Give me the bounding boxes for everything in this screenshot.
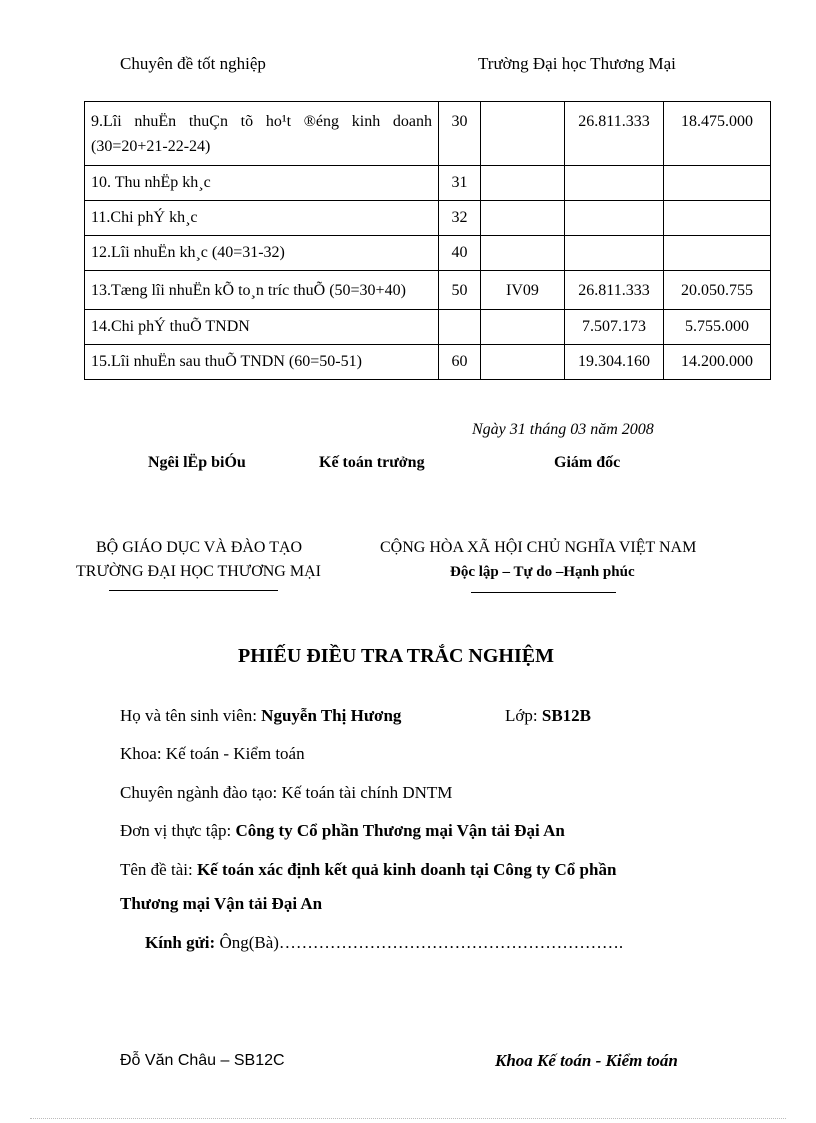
row-current-period: [565, 236, 664, 271]
row-previous-period: [664, 236, 771, 271]
form-title: PHIẾU ĐIỀU TRA TRẮC NGHIỆM: [238, 645, 554, 667]
table-row: [85, 310, 771, 345]
row-current-period: [565, 166, 664, 201]
student-name-label: Họ và tên sinh viên:: [120, 706, 257, 725]
republic-name: CỘNG HÒA XÃ HỘI CHỦ NGHĨA VIỆT NAM: [380, 539, 697, 556]
internship-unit-value: Công ty Cổ phần Thương mại Vận tải Đại An: [235, 821, 565, 840]
row-note: [481, 236, 565, 271]
row-description: 11.Chi phÝ kh¸c: [85, 201, 439, 236]
footer-faculty: Khoa Kế toán - Kiểm toán: [495, 1051, 678, 1070]
preparer-label: Ngêi lËp biÓu: [148, 454, 246, 471]
student-name-value: Nguyễn Thị Hương: [261, 706, 402, 725]
row-current-period: 26.811.333: [565, 271, 664, 310]
greeting-value: Ông(Bà)…………………………………………………….: [219, 933, 624, 952]
row-code: 50: [439, 271, 481, 310]
topic-label: Tên đề tài:: [120, 860, 193, 879]
university-underline: [109, 590, 278, 591]
row-code: 31: [439, 166, 481, 201]
ministry-name: BỘ GIÁO DỤC VÀ ĐÀO TẠO: [96, 539, 303, 556]
row-code: 60: [439, 345, 481, 380]
topic-row: [120, 860, 616, 880]
row-previous-period: [664, 166, 771, 201]
national-motto: Độc lập – Tự do –Hạnh phúc: [450, 564, 635, 580]
row-note: [481, 102, 565, 166]
table-row: [85, 166, 771, 201]
income-statement-table: [84, 101, 771, 380]
motto-underline: [471, 592, 616, 593]
table-row: [85, 345, 771, 380]
row-current-period: 7.507.173: [565, 310, 664, 345]
header-right-title: Trường Đại học Thương Mại: [478, 54, 676, 73]
row-current-period: [565, 201, 664, 236]
class-value: SB12B: [541, 706, 591, 725]
row-note: [481, 201, 565, 236]
row-description: 12.Lîi nhuËn kh¸c (40=31-32): [85, 236, 439, 271]
row-code: 30: [439, 102, 481, 166]
topic-line-1: Kế toán xác định kết quả kinh doanh tại Công ty Cổ phần: [196, 860, 617, 879]
class-row: [505, 706, 591, 726]
faculty-line: Khoa: Kế toán - Kiểm toán: [120, 744, 305, 763]
chief-accountant-label: Kế toán trưởng: [319, 454, 425, 471]
class-label: Lớp:: [505, 706, 538, 725]
row-code: 32: [439, 201, 481, 236]
row-note: [481, 166, 565, 201]
row-code: [439, 310, 481, 345]
internship-unit-label: Đơn vị thực tập:: [120, 821, 232, 840]
page-bottom-dotted-line: [30, 1118, 786, 1119]
row-note: [481, 310, 565, 345]
table-row: [85, 271, 771, 310]
row-description: 15.Lîi nhuËn sau thuÕ TNDN (60=50-51): [85, 345, 439, 380]
row-note: IV09: [481, 271, 565, 310]
university-name: TRƯỜNG ĐẠI HỌC THƯƠNG MẠI: [76, 563, 321, 580]
header-left-title: Chuyên đề tốt nghiệp: [120, 54, 266, 73]
row-current-period: 19.304.160: [565, 345, 664, 380]
director-label: Giám đốc: [554, 454, 621, 471]
greeting-row: [145, 933, 623, 953]
table-row: [85, 236, 771, 271]
row-description: 10. Thu nhËp kh¸c: [85, 166, 439, 201]
table-row: [85, 201, 771, 236]
row-previous-period: 14.200.000: [664, 345, 771, 380]
row-current-period: 26.811.333: [565, 102, 664, 166]
row-description: 13.Tæng lîi nhuËn kÕ to¸n tríc thuÕ (50=30+40): [85, 271, 439, 310]
row-code: 40: [439, 236, 481, 271]
major-line: Chuyên ngành đào tạo: Kế toán tài chính DNTM: [120, 783, 453, 802]
topic-line-2: Thương mại Vận tải Đại An: [120, 894, 323, 913]
row-description: 9.Lîi nhuËn thuÇn tõ ho¹t ®éng kinh doanh (30=20+21-22-24): [85, 102, 439, 166]
row-previous-period: 5.755.000: [664, 310, 771, 345]
row-note: [481, 345, 565, 380]
student-name-row: [120, 706, 401, 726]
footer-author: Đỗ Văn Châu – SB12C: [120, 1052, 285, 1069]
signature-date: Ngày 31 tháng 03 năm 2008: [472, 421, 654, 438]
row-previous-period: 20.050.755: [664, 271, 771, 310]
row-previous-period: [664, 201, 771, 236]
internship-unit-row: [120, 821, 565, 841]
row-previous-period: 18.475.000: [664, 102, 771, 166]
row-description: 14.Chi phÝ thuÕ TNDN: [85, 310, 439, 345]
table-row: [85, 102, 771, 166]
greeting-label: Kính gửi:: [145, 933, 216, 952]
